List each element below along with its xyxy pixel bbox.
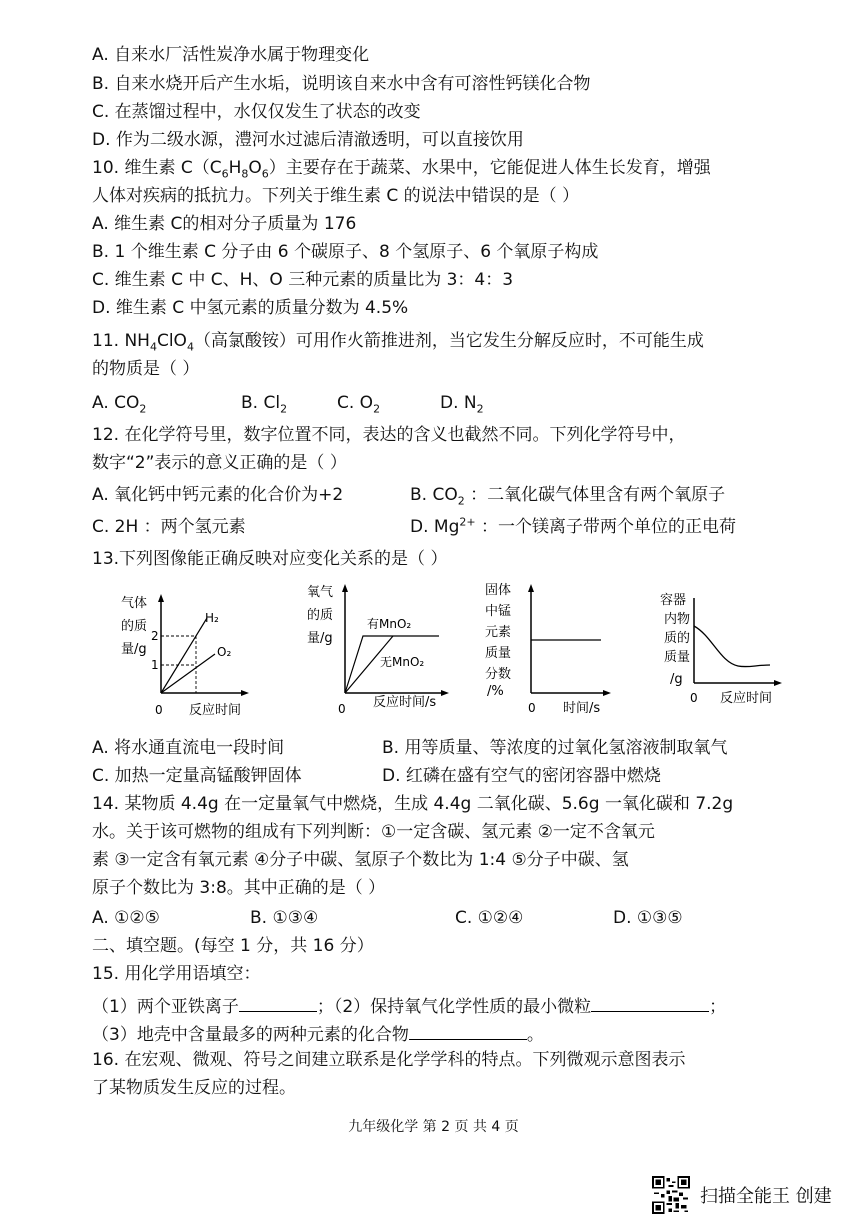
q15-blank-1[interactable] <box>239 993 317 1012</box>
chart-c <box>485 580 615 725</box>
chart-b-origin: 0 <box>338 702 346 716</box>
chart-c-y-arrow <box>528 584 534 592</box>
q15-blank-3[interactable] <box>409 1021 527 1040</box>
q12-option-d: D. $Mg^{2+}$ ：一个镁离子带两个单位的正电荷 <box>410 515 736 537</box>
q11-option-a: A. $CO_2$ <box>92 393 147 416</box>
chart-b-y-arrow <box>342 584 348 592</box>
q11-stem-line2: 的物质是（ ） <box>92 359 200 379</box>
q10-stem-line1: 10. 维生素 $C(C_6H_8O_6)$主要存在于蔬菜、水果中，它能促进人体生长发育，增强 <box>92 158 711 181</box>
chart-a <box>115 590 275 720</box>
chart-a-label-o2: O₂ <box>217 645 232 659</box>
chart-d-xlabel: 反应时间 <box>720 691 773 706</box>
q12-option-b: B. $CO_2$ ：二氧化碳气体里含有两个氧原子 <box>410 485 726 508</box>
chart-d <box>660 590 790 720</box>
chart-a-y-arrow <box>158 594 164 602</box>
chart-d-origin: 0 <box>690 691 698 705</box>
chart-c-ylabel-1: 固体 <box>485 583 512 598</box>
q16-line2: 了某物质发生反应的过程。 <box>92 1078 296 1098</box>
section2-heading: 二、填空题。(每空 1 分，共 16 分） <box>92 936 374 956</box>
chart-b-ylabel-2: 的质 <box>307 608 334 623</box>
q14-option-c: C. ①②④ <box>455 908 524 928</box>
chart-c-ylabel-3: 元素 <box>485 625 512 640</box>
q15-stem: 15. 用化学用语填空： <box>92 964 261 984</box>
chart-a-ylabel-3: 量/g <box>121 642 147 657</box>
chart-d-ylabel-1: 容器 <box>660 593 687 608</box>
q11-option-c: C. $O_2$ <box>337 393 381 416</box>
chart-b-label-with: 有MnO₂ <box>367 617 412 631</box>
q14-option-a: A. ①②⑤ <box>92 908 160 928</box>
q12-stem-line1: 12. 在化学符号里，数字位置不同，表达的含义也截然不同。下列化学符号中， <box>92 425 686 445</box>
chart-c-ylabel-5: 分数 <box>485 667 512 682</box>
q14-stem-line3: 素 ③一定含有氧元素 ④分子中碳、氢原子个数比为 1:4 ⑤分子中碳、氢 <box>92 850 629 870</box>
chart-b-xlabel: 反应时间/s <box>373 695 437 710</box>
q12-option-a: A. 氧化钙中钙元素的化合价为+2 <box>92 485 344 505</box>
chart-a-o2-line <box>161 654 215 693</box>
q13-option-a: A. 将水通直流电一段时间 <box>92 738 285 758</box>
q13-stem: 13.下列图像能正确反映对应变化关系的是（ ） <box>92 549 448 569</box>
q13-option-c: C. 加热一定量高锰酸钾固体 <box>92 766 302 786</box>
watermark-text: 扫描全能王 创建 <box>700 1186 832 1207</box>
chart-a-tick-2: 2 <box>151 629 159 643</box>
q10-option-d: D. 维生素 C 中氢元素的质量分数为 4.5% <box>92 298 409 318</box>
scanner-watermark <box>652 1175 832 1215</box>
q9-option-c: C. 在蒸馏过程中，水仅仅发生了状态的改变 <box>92 102 421 122</box>
chart-d-ylabel-3: 质的 <box>664 631 691 646</box>
chart-b-label-without: 无MnO₂ <box>380 655 425 669</box>
q11-option-d: D. $N_2$ <box>440 393 484 416</box>
q9-option-a: A. 自来水厂活性炭净水属于物理变化 <box>92 45 370 65</box>
q15-line2: （3）地壳中含量最多的两种元素的化合物 。 <box>92 1021 544 1046</box>
chart-d-curve <box>694 626 770 667</box>
q10-option-a: A. 维生素 C的相对分子质量为 176 <box>92 214 357 234</box>
chart-c-ylabel-6: /% <box>487 684 504 699</box>
chart-c-ylabel-4: 质量 <box>485 646 512 661</box>
chart-a-h2-line <box>161 618 207 693</box>
chart-a-tick-1: 1 <box>151 658 159 672</box>
q14-stem-line2: 水。关于该可燃物的组成有下列判断：①一定含碳、氢元素 ②一定不含氧元 <box>92 822 655 842</box>
chart-d-ylabel-5: /g <box>670 672 683 687</box>
chart-a-ylabel-2: 的质 <box>121 619 148 634</box>
chart-a-x-arrow <box>241 690 249 696</box>
q11-stem-line1: 11. $NH_4ClO_4$（高氯酸铵）可用作火箭推进剂，当它发生分解反应时，不可能生成 <box>92 331 704 354</box>
chart-b <box>305 580 455 720</box>
q13-option-b: B. 用等质量、等浓度的过氧化氢溶液制取氧气 <box>382 738 728 758</box>
q10-stem-line2: 人体对疾病的抵抗力。下列关于维生素 C 的说法中错误的是（ ） <box>92 186 580 206</box>
q15-line1: （1）两个亚铁离子 ；（2）保持氧气化学性质的最小微粒 ； <box>92 993 726 1018</box>
chart-c-x-arrow <box>603 690 611 696</box>
chart-d-ylabel-4: 质量 <box>664 650 691 665</box>
chart-d-x-arrow <box>774 680 782 686</box>
chart-b-x-arrow <box>441 690 449 696</box>
q13-option-d: D. 红磷在盛有空气的密闭容器中燃烧 <box>382 766 661 786</box>
page-footer: 九年级化学 第 2 页 共 4 页 <box>348 1119 519 1135</box>
q14-option-d: D. ①③⑤ <box>613 908 683 928</box>
q10-option-b: B. 1 个维生素 C 分子由 6 个碳原子、8 个氢原子、6 个氧原子构成 <box>92 242 599 262</box>
q14-option-b: B. ①③④ <box>250 908 319 928</box>
chart-c-ylabel-2: 中锰 <box>485 604 512 619</box>
q14-stem-line4: 原子个数比为 3:8。其中正确的是（ ） <box>92 878 386 898</box>
chart-a-ylabel-1: 气体 <box>121 596 148 611</box>
q9-option-d: D. 作为二级水源，澧河水过滤后清澈透明，可以直接饮用 <box>92 130 524 150</box>
qr-code-icon <box>652 1176 690 1214</box>
chart-a-origin: 0 <box>155 703 163 717</box>
q16-line1: 16. 在宏观、微观、符号之间建立联系是化学学科的特点。下列微观示意图表示 <box>92 1050 686 1070</box>
chart-c-xlabel: 时间/s <box>563 701 601 716</box>
chart-b-ylabel-1: 氧气 <box>307 585 334 600</box>
q15-blank-2[interactable] <box>591 993 709 1012</box>
q12-stem-line2: 数字“2”表示的意义正确的是（ ） <box>92 453 347 473</box>
chart-a-xlabel: 反应时间 <box>189 703 242 718</box>
q9-option-b: B. 自来水烧开后产生水垢，说明该自来水中含有可溶性钙镁化合物 <box>92 74 591 94</box>
chart-b-ylabel-3: 量/g <box>307 631 333 646</box>
chart-a-label-h2: H₂ <box>205 611 219 625</box>
chart-d-ylabel-2: 内物 <box>664 612 691 627</box>
chart-c-origin: 0 <box>528 701 536 715</box>
q12-option-c: C. 2H ：两个氢元素 <box>92 517 246 537</box>
q11-option-b: B. $Cl_2$ <box>241 393 288 416</box>
q10-option-c: C. 维生素 C 中 C、H、O 三种元素的质量比为 3：4：3 <box>92 270 514 290</box>
q14-stem-line1: 14. 某物质 4.4g 在一定量氧气中燃烧，生成 4.4g 二氧化碳、5.6g 一氧化碳和 7.2g <box>92 794 734 814</box>
